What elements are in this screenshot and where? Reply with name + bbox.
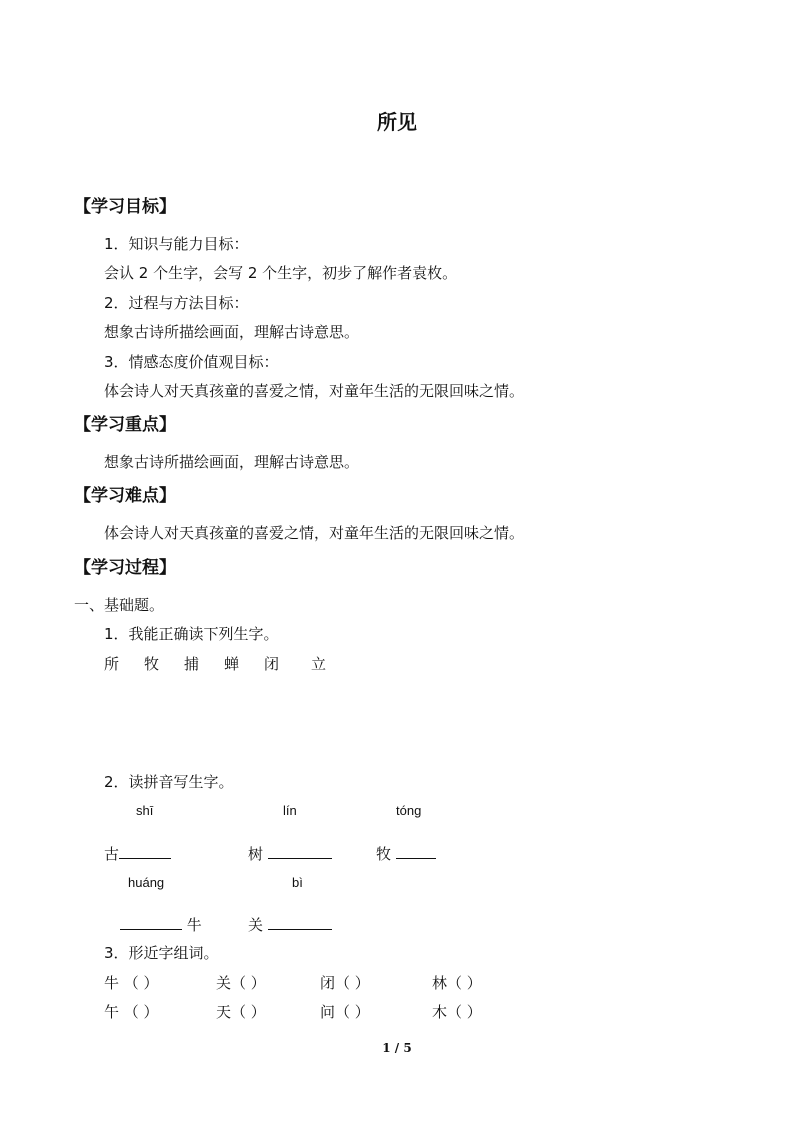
group-item[interactable]: 林（ ） [432, 974, 482, 992]
question-3: 3．形近字组词。 [104, 944, 219, 962]
write-item-guan [248, 914, 332, 935]
objective-2-text: 想象古诗所描绘画面，理解古诗意思。 [104, 323, 360, 341]
write-item-mu [376, 843, 436, 864]
pinyin-tong: tóng [396, 803, 422, 818]
answer-blank[interactable] [119, 857, 171, 859]
pinyin-lin: lín [283, 803, 297, 818]
difficulties-text: 体会诗人对天真孩童的喜爱之情，对童年生活的无限回味之情。 [104, 524, 525, 542]
question-2: 2．读拼音写生字。 [104, 773, 234, 791]
write-char: 牛 [186, 916, 202, 934]
group-item[interactable]: 关（ ） [216, 974, 266, 992]
objective-1-text: 会认 2 个生字，会写 2 个生字，初步了解作者袁枚。 [104, 264, 458, 282]
section-key-points: 【学习重点】 [74, 415, 176, 435]
q1-char: 所 [104, 655, 120, 673]
answer-blank[interactable] [268, 857, 332, 859]
page-number: 1 / 5 [382, 1041, 412, 1055]
page-title: 所见 [377, 110, 417, 134]
q1-char: 捕 [184, 655, 200, 673]
q1-char: 牧 [144, 655, 160, 673]
answer-blank[interactable] [120, 928, 182, 930]
write-item-gu [104, 843, 171, 864]
basics-heading: 一、基础题。 [74, 596, 165, 614]
answer-blank[interactable] [268, 928, 332, 930]
section-objectives: 【学习目标】 [74, 197, 176, 217]
group-item[interactable]: 午 （ ） [104, 1003, 159, 1021]
group-item[interactable]: 天（ ） [216, 1003, 266, 1021]
question-1: 1．我能正确读下列生字。 [104, 625, 279, 643]
q1-char: 立 [311, 655, 327, 673]
write-char: 牧 [376, 845, 392, 863]
write-char: 关 [248, 916, 264, 934]
write-item-niu [120, 914, 202, 935]
group-item[interactable]: 牛 （ ） [104, 974, 159, 992]
group-item[interactable]: 木（ ） [432, 1003, 482, 1021]
section-difficulties: 【学习难点】 [74, 486, 176, 506]
section-process: 【学习过程】 [74, 558, 176, 578]
key-points-text: 想象古诗所描绘画面，理解古诗意思。 [104, 453, 360, 471]
pinyin-huang: huáng [128, 875, 165, 890]
q1-char: 闭 [264, 655, 280, 673]
write-char: 树 [248, 845, 264, 863]
pinyin-bi: bì [292, 875, 303, 890]
objective-3-text: 体会诗人对天真孩童的喜爱之情，对童年生活的无限回味之情。 [104, 382, 525, 400]
objective-3-label: 3．情感态度价值观目标： [104, 353, 279, 371]
answer-blank[interactable] [396, 857, 436, 859]
pinyin-shi: shī [136, 803, 154, 818]
objective-2-label: 2．过程与方法目标： [104, 294, 249, 312]
write-char: 古 [104, 845, 120, 863]
write-item-shu [248, 843, 332, 864]
group-item[interactable]: 问（ ） [320, 1003, 370, 1021]
objective-1-label: 1．知识与能力目标： [104, 235, 249, 253]
q1-char: 蝉 [224, 655, 240, 673]
group-item[interactable]: 闭（ ） [320, 974, 370, 992]
